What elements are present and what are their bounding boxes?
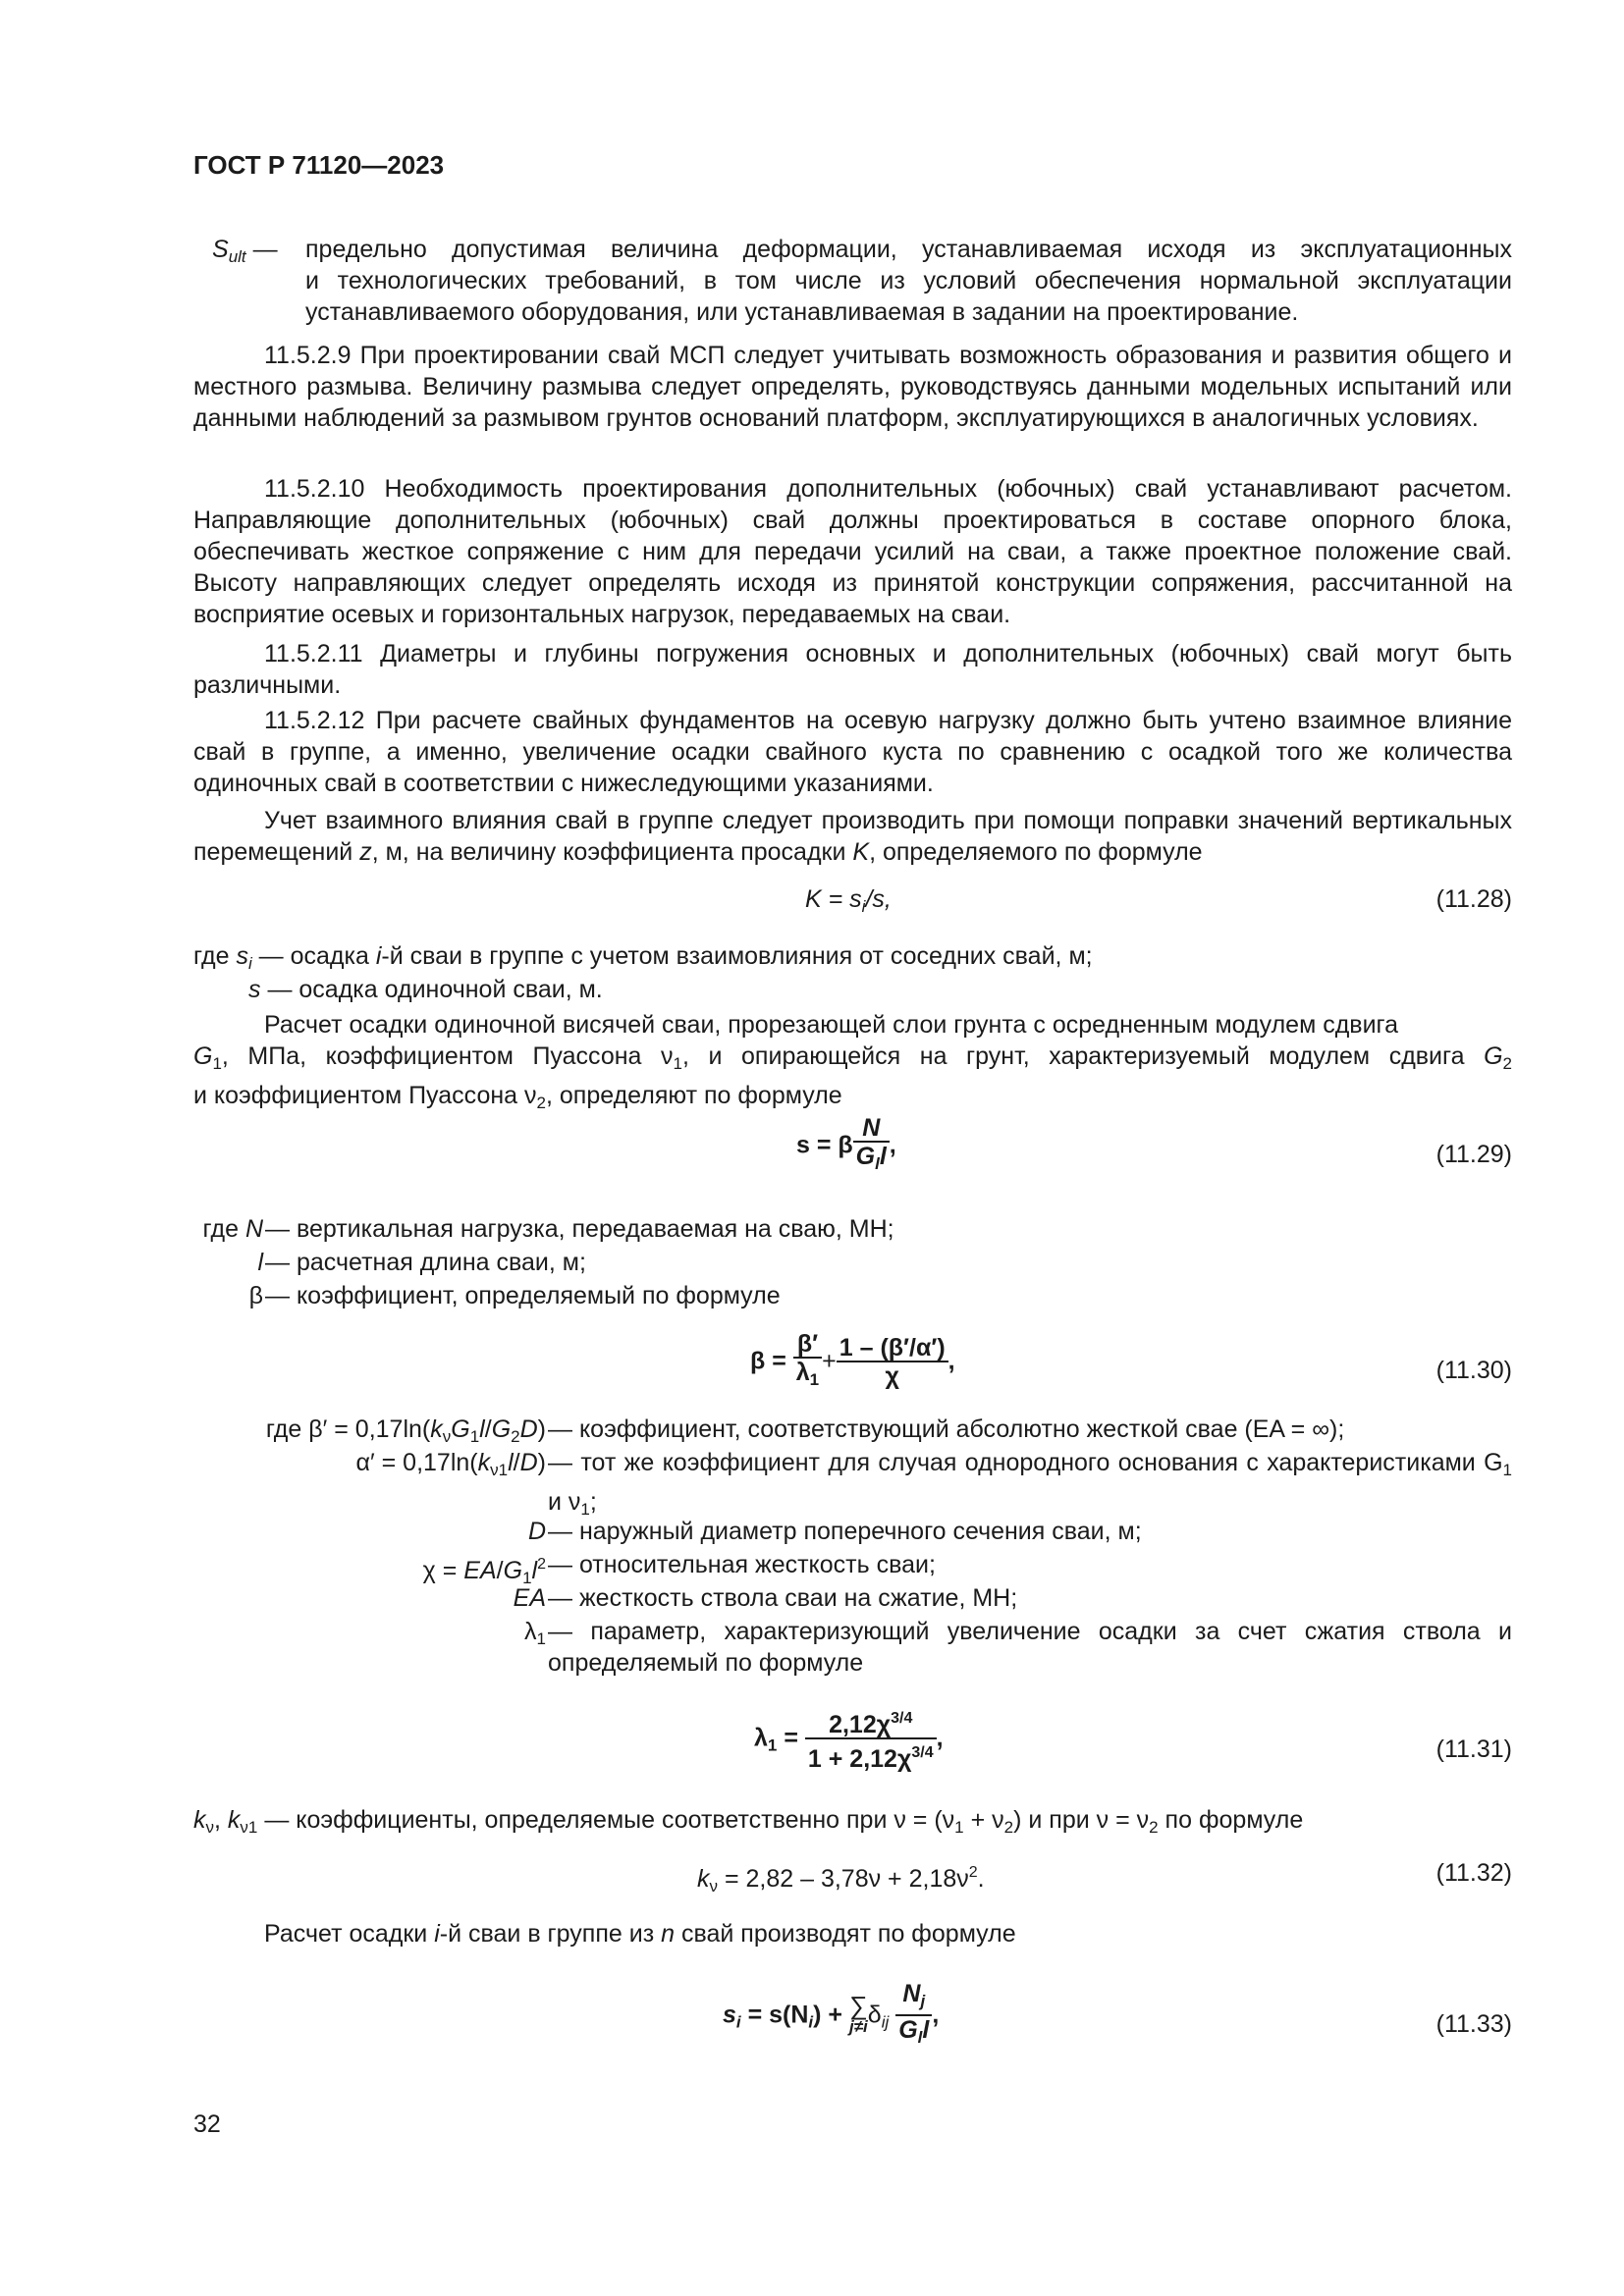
formula-11-28: $K = s_i/s$,: [805, 885, 892, 916]
where3-term: $\chi = EA/G_1l^2$: [422, 1556, 546, 1587]
where-term-N: где N: [202, 1215, 263, 1243]
formula-number-11-30: (11.30): [1435, 1357, 1512, 1384]
where-desc-N: — вертикальная нагрузка, передаваемая на сваю, МН;: [265, 1215, 894, 1243]
where-desc-l: — расчетная длина сваи, м;: [265, 1249, 586, 1276]
formula-11-33: $s_i = s(N_i)$ + ∑ j≠i $\delta_{ij}$ $\frac{N_j}{G_ll}$ ,: [723, 1980, 940, 2047]
where3-term: где $\beta' = 0,17\ln(k_\nu G_1l/G_2D)$: [265, 1415, 546, 1446]
formula-number-11-29: (11.29): [1435, 1141, 1512, 1168]
paragraph-single-pile: Расчет осадки одиночной висячей сваи, прорезающей слои грунта с осредненным модулем сдвига $G_1$, МПа, коэффициентом Пуассона $\nu_1$, и опирающейся на грунт, характеризуемый модулем сдвига $G_2$ и коэффициентом Пуассона $\nu_2$, определяют по формуле: [193, 1011, 1512, 1112]
where3-desc: — относительная жесткость сваи;: [548, 1551, 936, 1578]
paragraph-group-influence: Учет взаимного влияния свай в группе следует производить при помощи поправки значений вертикальных перемещений z, м, на величину коэффициента просадки K, определяемого по формуле: [193, 807, 1512, 866]
formula-11-30: β = $\frac{\beta'}{\lambda_1}$ + $\frac{1 - (\beta'/\alpha')}{\chi}$ ,: [750, 1330, 955, 1390]
where3-desc: — наружный диаметр поперечного сечения сваи, м;: [548, 1518, 1142, 1545]
kv-definition: $k_\nu$, $k_{\nu 1}$ — коэффициенты, определяемые соответственно при $\nu = (\nu_1 + \nu_2)$ и при $\nu = \nu_2$ по формуле: [193, 1806, 1304, 1837]
where-s-i: где $s_i$ — осадка i-й сваи в группе с учетом взаимовлияния от соседних свай, м;: [193, 942, 1093, 973]
where-desc-beta: — коэффициент, определяемый по формуле: [265, 1282, 781, 1309]
paragraph-11-5-2-9: 11.5.2.9 При проектировании свай МСП следует учитывать возможность образования и развития общего и местного размыва. Величину размыва следует определять, руководствуясь данными модельных испытаний или данными наблюдений за размывом грунтов оснований платформ, эксплуатирующихся в аналогичных условиях.: [193, 342, 1512, 432]
where-s: s — осадка одиночной сваи, м.: [248, 976, 603, 1003]
where3-term: $\alpha' = 0,17\ln(k_{\nu 1}l/D)$: [355, 1449, 546, 1479]
paragraph-11-5-2-10: 11.5.2.10 Необходимость проектирования дополнительных (юбочных) свай устанавливают расчетом. Направляющие дополнительных (юбочных) свай должны проектироваться в составе опорного блока, обеспечивать жесткое сопряжение с ним для передачи усилий на сваи, а также проектное положение свай. Высоту направляющих следует определять исходя из принятой конструкции сопряжения, рассчитанной на восприятие осевых и горизонтальных нагрузок, передаваемых на сваи.: [193, 475, 1512, 628]
formula-number-11-33: (11.33): [1435, 2010, 1512, 2038]
formula-number-11-31: (11.31): [1435, 1735, 1512, 1763]
page-number: 32: [193, 2110, 221, 2138]
sult-definition: предельно допустимая величина деформации, устанавливаемая исходя из эксплуатационных и технологических требований, в том числе из условий обеспечения нормальной эксплуатации устанавливаемого оборудования, или устанавливаемая в задании на проектирование.: [305, 236, 1512, 326]
document-header: ГОСТ Р 71120—2023: [193, 150, 445, 180]
paragraph-group-calc: Расчет осадки i-й сваи в группе из n свай производят по формуле: [264, 1920, 1016, 1948]
formula-11-29: s = β $\frac{N}{G_ll}$ ,: [796, 1114, 896, 1173]
where3-desc: — жесткость ствола сваи на сжатие, МН;: [548, 1584, 1018, 1612]
paragraph-11-5-2-11: 11.5.2.11 Диаметры и глубины погружения основных и дополнительных (юбочных) свай могут быть различными.: [193, 640, 1512, 699]
where-term-beta: β: [248, 1282, 263, 1309]
where3-term: EA: [513, 1584, 546, 1612]
formula-11-31: $\lambda_1$ = $\frac{2,12\chi^{3/4}}{1 + 2,12\chi^{3/4}}$ ,: [754, 1706, 944, 1773]
where3-term: D: [527, 1518, 546, 1545]
sult-symbol: $S_{ult}$ —: [212, 236, 278, 266]
where3-term: $\lambda_1$: [524, 1618, 546, 1648]
formula-number-11-32: (11.32): [1435, 1859, 1512, 1887]
formula-number-11-28: (11.28): [1435, 885, 1512, 913]
where-term-l: l: [257, 1249, 263, 1276]
where3-desc: — коэффициент, соответствующий абсолютно жесткой свае (EA = ∞);: [548, 1415, 1345, 1443]
where3-desc: — тот же коэффициент для случая однородного основания с характеристиками $G_1$ и $\nu_1$;: [548, 1449, 1512, 1519]
where3-desc: — параметр, характеризующий увеличение осадки за счет сжатия ствола и определяемый по формуле: [548, 1618, 1512, 1677]
paragraph-11-5-2-12: 11.5.2.12 При расчете свайных фундаментов на осевую нагрузку должно быть учтено взаимное влияние свай в группе, а именно, увеличение осадки свайного куста по сравнению с осадкой того же количества одиночных свай в соответствии с нижеследующими указаниями.: [193, 707, 1512, 797]
formula-11-32: $k_\nu = 2,82 - 3,78\nu + 2,18\nu^2$.: [697, 1864, 985, 1896]
